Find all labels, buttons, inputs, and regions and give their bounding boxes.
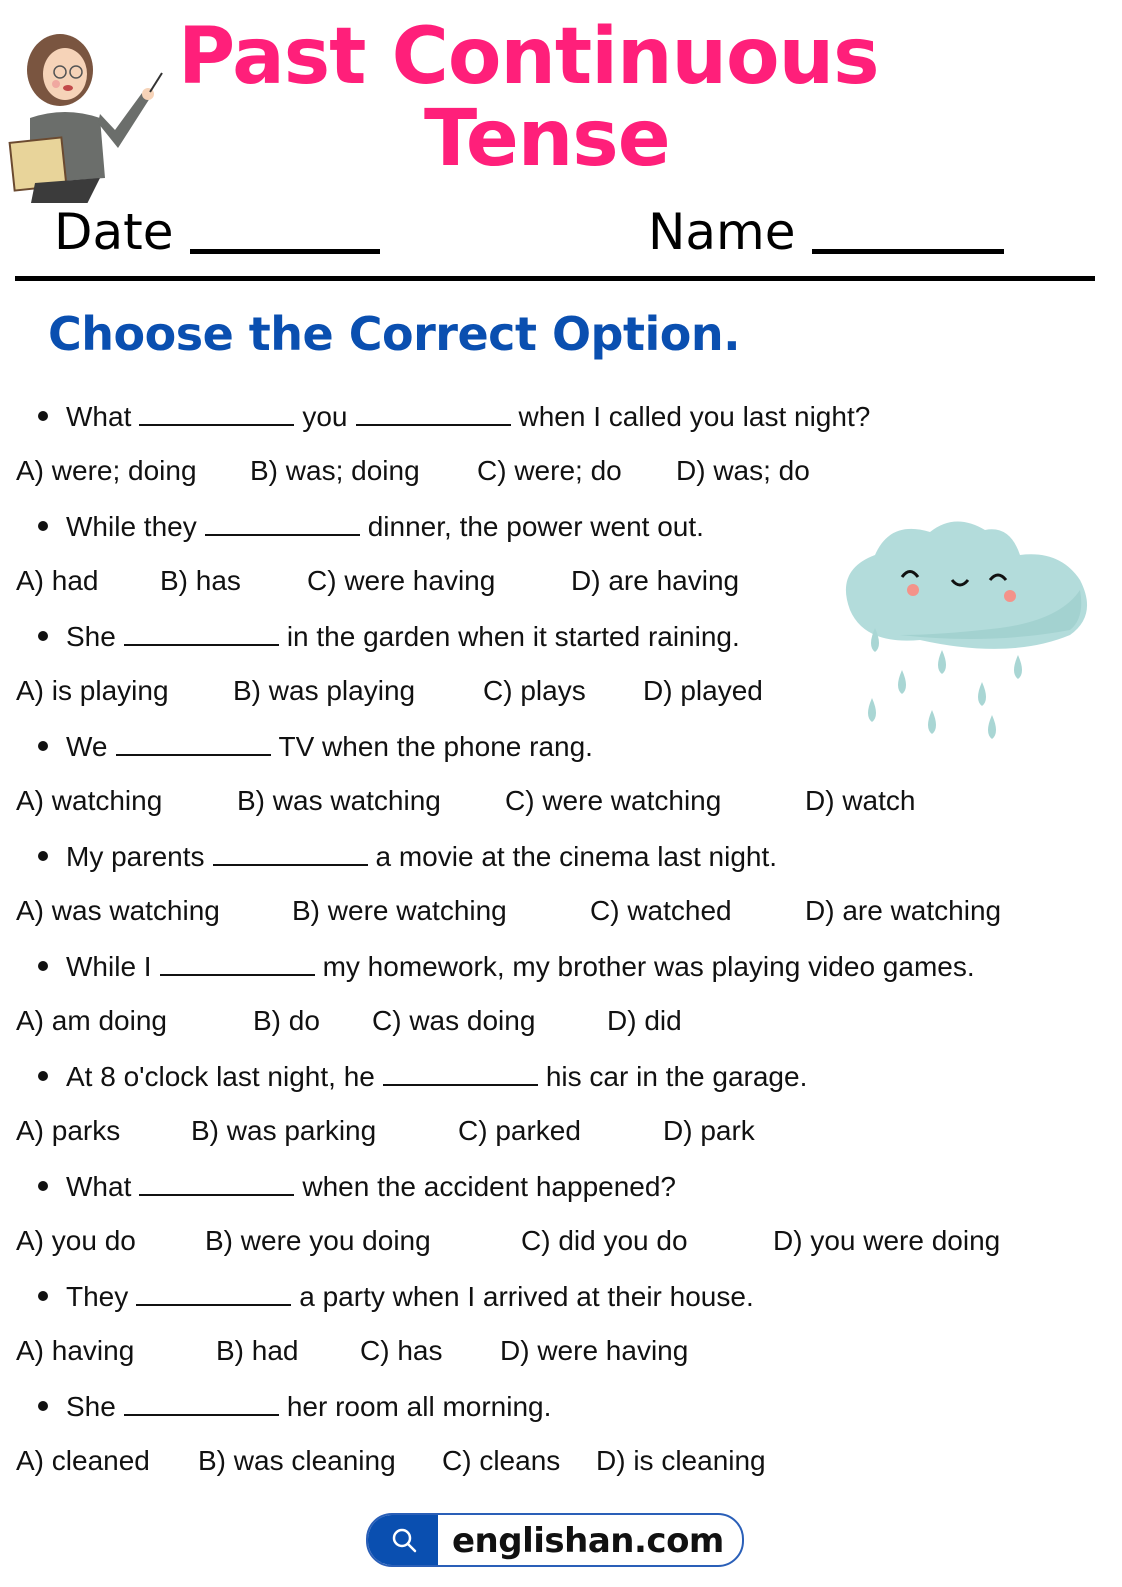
rain-cloud-illustration	[830, 510, 1100, 755]
answer-blank[interactable]	[139, 402, 294, 426]
bullet-icon	[38, 851, 48, 861]
option-c[interactable]: C) parked	[458, 1115, 581, 1146]
option-d[interactable]: D) watch	[805, 785, 916, 816]
question-5: My parents a movie at the cinema last night.	[38, 842, 777, 871]
option-b[interactable]: B) was watching	[237, 785, 441, 816]
bullet-icon	[38, 961, 48, 971]
website-url: englishan.com	[452, 1521, 724, 1561]
option-d[interactable]: D) did	[607, 1005, 682, 1036]
question-7: At 8 o'clock last night, he his car in the garage.	[38, 1062, 807, 1091]
instruction-heading: Choose the Correct Option.	[48, 307, 741, 361]
option-a[interactable]: A) is playing	[16, 675, 169, 706]
option-b[interactable]: B) was cleaning	[198, 1445, 396, 1476]
option-d[interactable]: D) are having	[571, 565, 740, 596]
date-blank[interactable]	[190, 249, 380, 254]
question-3: She in the garden when it started raining.	[38, 622, 740, 651]
search-icon	[368, 1515, 438, 1565]
teacher-illustration	[0, 18, 180, 203]
bullet-icon	[38, 411, 48, 421]
title-line-1: Past Continuous	[178, 12, 879, 102]
bullet-icon	[38, 1291, 48, 1301]
answer-blank[interactable]	[116, 732, 271, 756]
bullet-icon	[38, 1401, 48, 1411]
bullet-icon	[38, 631, 48, 641]
bullet-icon	[38, 741, 48, 751]
option-a[interactable]: A) had	[16, 565, 99, 596]
bullet-icon	[38, 1071, 48, 1081]
answer-blank[interactable]	[160, 952, 315, 976]
answer-blank[interactable]	[136, 1282, 291, 1306]
answer-blank[interactable]	[139, 1172, 294, 1196]
option-c[interactable]: C) were having	[307, 565, 496, 596]
option-c[interactable]: C) did you do	[521, 1225, 688, 1256]
question-10: She her room all morning.	[38, 1392, 551, 1421]
option-b[interactable]: B) has	[160, 565, 241, 596]
option-b[interactable]: B) do	[253, 1005, 320, 1036]
option-c[interactable]: C) were watching	[505, 785, 722, 816]
option-d[interactable]: D) is cleaning	[596, 1445, 766, 1476]
option-c[interactable]: C) has	[360, 1335, 443, 1366]
option-c[interactable]: C) plays	[483, 675, 586, 706]
option-b[interactable]: B) were you doing	[205, 1225, 431, 1256]
option-a[interactable]: A) cleaned	[16, 1445, 150, 1476]
option-d[interactable]: D) played	[643, 675, 763, 706]
option-b[interactable]: B) was; doing	[250, 455, 420, 486]
option-d[interactable]: D) are watching	[805, 895, 1002, 926]
answer-blank[interactable]	[124, 622, 279, 646]
name-blank[interactable]	[812, 249, 1004, 254]
option-b[interactable]: B) was parking	[191, 1115, 377, 1146]
option-a[interactable]: A) having	[16, 1335, 135, 1366]
answer-blank[interactable]	[213, 842, 368, 866]
answer-blank[interactable]	[124, 1392, 279, 1416]
question-1: What you when I called you last night?	[38, 402, 870, 431]
bullet-icon	[38, 1181, 48, 1191]
question-9: They a party when I arrived at their house.	[38, 1282, 754, 1311]
option-a[interactable]: A) were; doing	[16, 455, 197, 486]
option-c[interactable]: C) was doing	[372, 1005, 536, 1036]
name-label: Name	[648, 203, 796, 261]
title-line-2: Tense	[424, 94, 670, 184]
option-d[interactable]: D) was; do	[676, 455, 810, 486]
website-search-pill[interactable]	[366, 1513, 744, 1567]
cloud-icon	[830, 510, 1100, 755]
option-d[interactable]: D) park	[663, 1115, 755, 1146]
answer-blank[interactable]	[383, 1062, 538, 1086]
bullet-icon	[38, 521, 48, 531]
option-a[interactable]: A) you do	[16, 1225, 136, 1256]
option-a[interactable]: A) parks	[16, 1115, 121, 1146]
option-a[interactable]: A) watching	[16, 785, 163, 816]
option-a[interactable]: A) am doing	[16, 1005, 167, 1036]
option-d[interactable]: D) you were doing	[773, 1225, 1001, 1256]
header-divider	[15, 276, 1095, 281]
option-b[interactable]: B) was playing	[233, 675, 416, 706]
option-a[interactable]: A) was watching	[16, 895, 220, 926]
question-8: What when the accident happened?	[38, 1172, 676, 1201]
question-4: We TV when the phone rang.	[38, 732, 593, 761]
date-label: Date	[54, 203, 174, 261]
option-b[interactable]: B) were watching	[292, 895, 507, 926]
teacher-icon	[0, 18, 180, 203]
question-2: While they dinner, the power went out.	[38, 512, 704, 541]
option-c[interactable]: C) watched	[590, 895, 732, 926]
question-6: While I my homework, my brother was playing video games.	[38, 952, 975, 981]
option-b[interactable]: B) had	[216, 1335, 299, 1366]
option-c[interactable]: C) cleans	[442, 1445, 561, 1476]
option-c[interactable]: C) were; do	[477, 455, 622, 486]
option-d[interactable]: D) were having	[500, 1335, 689, 1366]
answer-blank[interactable]	[356, 402, 511, 426]
answer-blank[interactable]	[205, 512, 360, 536]
